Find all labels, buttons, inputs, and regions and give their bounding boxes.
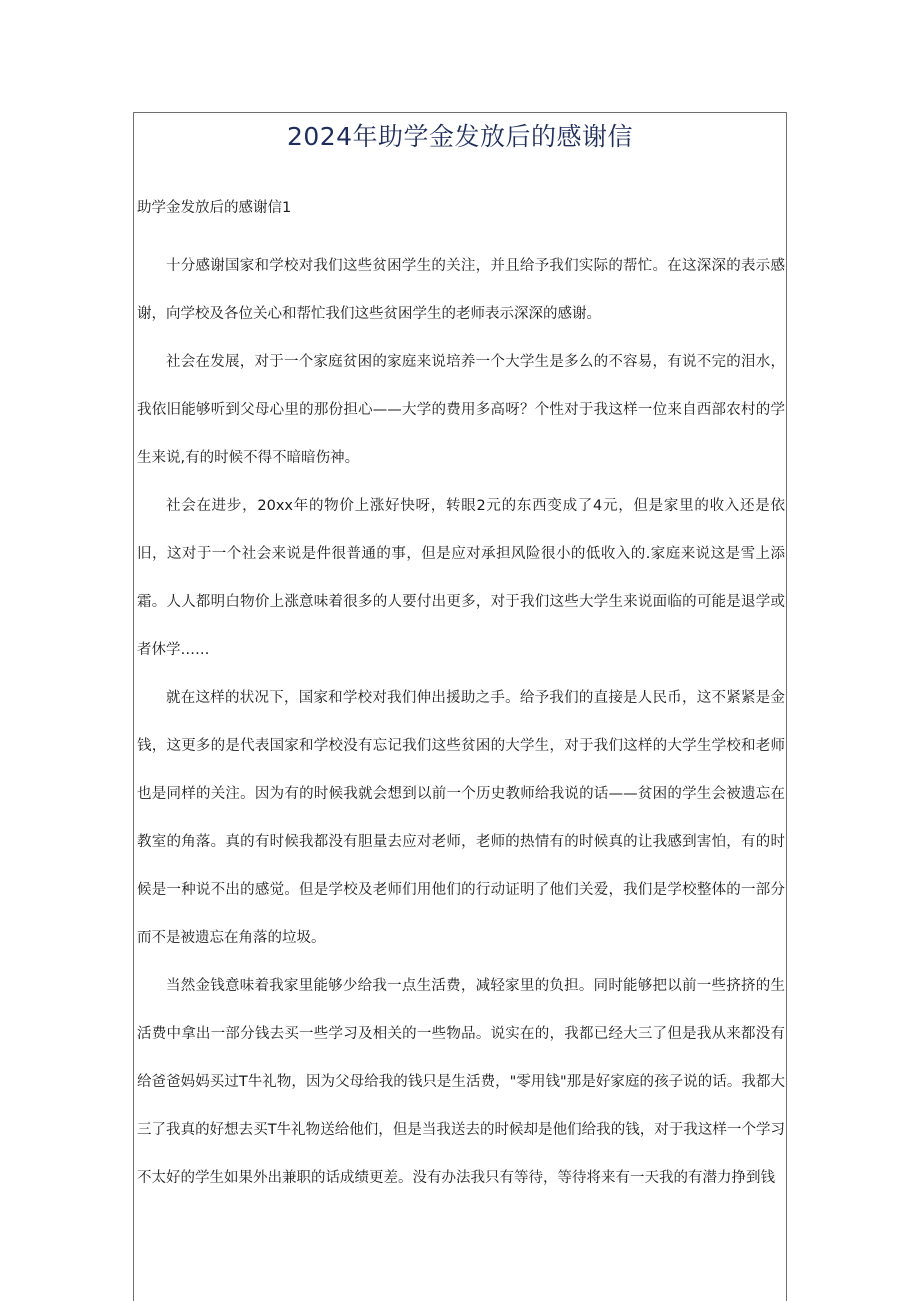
document-body: [137, 242, 785, 1202]
paragraph: 当然金钱意味着我家里能够少给我一点生活费，减轻家里的负担。同时能够把以前一些挤挤的生活费中拿出一部分钱去买一些学习及相关的一些物品。说实在的，我都已经大三了但是我从来都没有给爸爸妈妈买过T牛礼物，因为父母给我的钱只是生活费，"零用钱"那是好家庭的孩子说的话。我都大三了我真的好想去买T牛礼物送给他们，但是当我送去的时候却是他们给我的钱，对于我这样一个学习不太好的学生如果外出兼职的话成绩更差。没有办法我只有等待，等待将来有一天我的有潜力挣到钱: [137, 978, 785, 1186]
paragraph: 就在这样的状况下，国家和学校对我们伸出援助之手。给予我们的直接是人民币，这不紧紧是金钱，这更多的是代表国家和学校没有忘记我们这些贫困的大学生，对于我们这样的大学生学校和老师也是同样的关注。因为有的时候我就会想到以前一个历史教师给我说的话——贫困的学生会被遗忘在教室的角落。真的有时候我都没有胆量去应对老师，老师的热情有的时候真的让我感到害怕，有的时候是一种说不出的感觉。但是学校及老师们用他们的行动证明了他们关爱，我们是学校整体的一部分而不是被遗忘在角落的垃圾。: [137, 690, 785, 946]
document-title: 2024年助学金发放后的感谢信: [286, 122, 634, 151]
paragraph: 社会在发展，对于一个家庭贫困的家庭来说培养一个大学生是多么的不容易，有说不完的泪水，我依旧能够听到父母心里的那份担心——大学的费用多高呀？个性对于我这样一位来自西部农村的学生来说,有的时候不得不暗暗伤神。: [137, 354, 785, 466]
paragraph: 社会在进步，20xx年的物价上涨好快呀，转眼2元的东西变成了4元，但是家里的收入还是依旧，这对于一个社会来说是件很普通的事，但是应对承担风险很小的低收入的.家庭来说这是雪上添霜。人人都明白物价上涨意味着很多的人要付出更多，对于我们这些大学生来说面临的可能是退学或者休学……: [137, 498, 785, 658]
paragraph: 十分感谢国家和学校对我们这些贫困学生的关注，并且给予我们实际的帮忙。在这深深的表示感谢，向学校及各位关心和帮忙我们这些贫困学生的老师表示深深的感谢。: [137, 258, 785, 322]
document-subtitle: 助学金发放后的感谢信1: [137, 200, 292, 216]
